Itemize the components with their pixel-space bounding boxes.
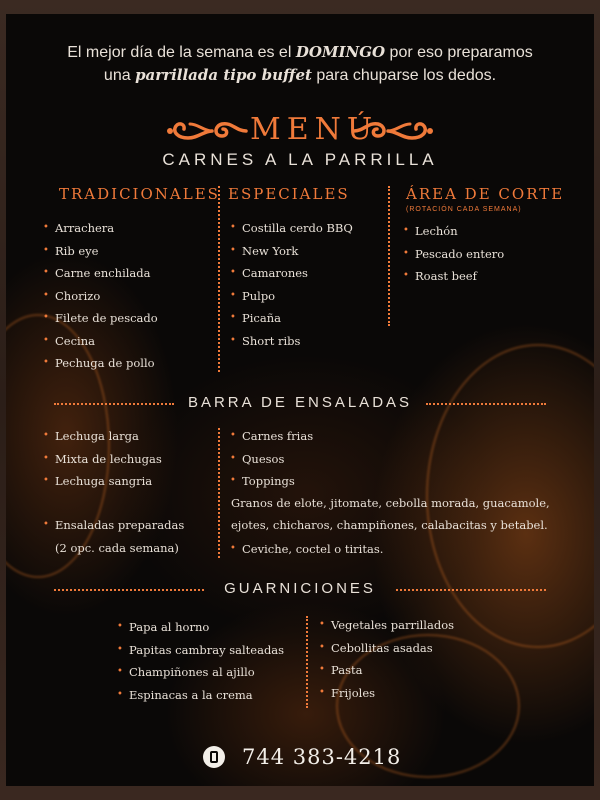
phone-number[interactable]: 744 383-4218 [242, 745, 402, 769]
intro-line1-start: El mejor día de la semana es el [67, 44, 296, 61]
heading-barra-de-ensaladas: BARRA DE ENSALADAS [187, 394, 413, 411]
list-item: • Chorizo [43, 285, 158, 308]
list-item: • Pulpo [230, 285, 353, 308]
list-item: • Ceviche, coctel o tiritas. [230, 538, 383, 561]
toppings-line-2: ejotes, chicharos, champiñones, calabacitas y betabel. [231, 518, 548, 532]
intro-highlight-domingo: DOMINGO [295, 43, 386, 61]
heading-especiales: ESPECIALES [228, 185, 350, 203]
column-divider [306, 616, 308, 708]
list-item: • Arrachera [43, 217, 158, 240]
section-divider [54, 589, 204, 591]
list-item: • Filete de pescado [43, 307, 158, 330]
list-item: • Ensaladas preparadas [43, 514, 184, 537]
intro-highlight-buffet: parrillada tipo buffet [135, 66, 312, 84]
list-item: • Mixta de lechugas [43, 448, 162, 471]
list-item: • Champiñones al ajillo [117, 661, 284, 684]
section-divider [54, 403, 174, 405]
list-item: • Carnes frias [230, 425, 313, 448]
section-divider [426, 403, 546, 405]
section-divider [396, 589, 546, 591]
heading-area-de-corte: ÁREA DE CORTE [406, 185, 565, 203]
toppings-line-1: Granos de elote, jitomate, cebolla morada, guacamole, [231, 496, 550, 510]
list-item: • Cebollitas asadas [319, 637, 454, 660]
list-guarniciones-left [117, 616, 284, 706]
phone-row [6, 742, 594, 772]
intro-line1-end: por eso preparamos [385, 44, 533, 61]
list-item: • Lechón [403, 220, 504, 243]
column-divider [218, 186, 220, 372]
list-ensaladas-last [230, 538, 383, 561]
list-area-de-corte [403, 220, 504, 288]
list-item: • Quesos [230, 448, 313, 471]
menu-title: MENÚ [250, 112, 379, 147]
list-item: • Frijoles [319, 682, 454, 705]
list-item: • Short ribs [230, 330, 353, 353]
list-item: • Lechuga sangria [43, 470, 162, 493]
list-item: • Pescado entero [403, 243, 504, 266]
list-ensaladas-right [230, 425, 313, 493]
list-item: • Cecina [43, 330, 158, 353]
intro-line2-start: una [103, 67, 136, 84]
column-divider [388, 186, 390, 326]
ornament-right-icon [352, 118, 434, 144]
menu-subtitle: CARNES A LA PARRILLA [162, 150, 438, 169]
ensaladas-note: (2 opc. cada semana) [55, 541, 179, 555]
subheading-rotacion: (ROTACIÓN CADA SEMANA) [406, 206, 522, 213]
intro-line2-end: para chuparse los dedos. [311, 67, 497, 84]
list-especiales [230, 217, 353, 352]
list-item: • Carne enchilada [43, 262, 158, 285]
list-item: • Vegetales parrillados [319, 614, 454, 637]
menu-panel [6, 14, 594, 786]
phone-icon [203, 746, 225, 768]
ornament-left-icon [166, 118, 248, 144]
list-item: • Camarones [230, 262, 353, 285]
heading-tradicionales: TRADICIONALES [59, 185, 220, 203]
list-ensaladas-left [43, 425, 162, 493]
list-item: • Roast beef [403, 265, 504, 288]
list-item: • Papitas cambray salteadas [117, 639, 284, 662]
list-tradicionales [43, 217, 158, 375]
list-item: • Toppings [230, 470, 313, 493]
heading-guarniciones: GUARNICIONES [224, 580, 376, 597]
list-item: • Rib eye [43, 240, 158, 263]
column-divider [218, 428, 220, 558]
intro-text [6, 41, 594, 87]
list-item: • Pasta [319, 659, 454, 682]
list-item: • Costilla cerdo BBQ [230, 217, 353, 240]
list-guarniciones-right [319, 614, 454, 704]
list-item: • Pechuga de pollo [43, 352, 158, 375]
list-item: • Picaña [230, 307, 353, 330]
list-item: • Lechuga larga [43, 425, 162, 448]
menu-title-row [6, 112, 594, 152]
list-ensaladas-preparadas [43, 514, 184, 537]
list-item: • New York [230, 240, 353, 263]
list-item: • Papa al horno [117, 616, 284, 639]
list-item: • Espinacas a la crema [117, 684, 284, 707]
